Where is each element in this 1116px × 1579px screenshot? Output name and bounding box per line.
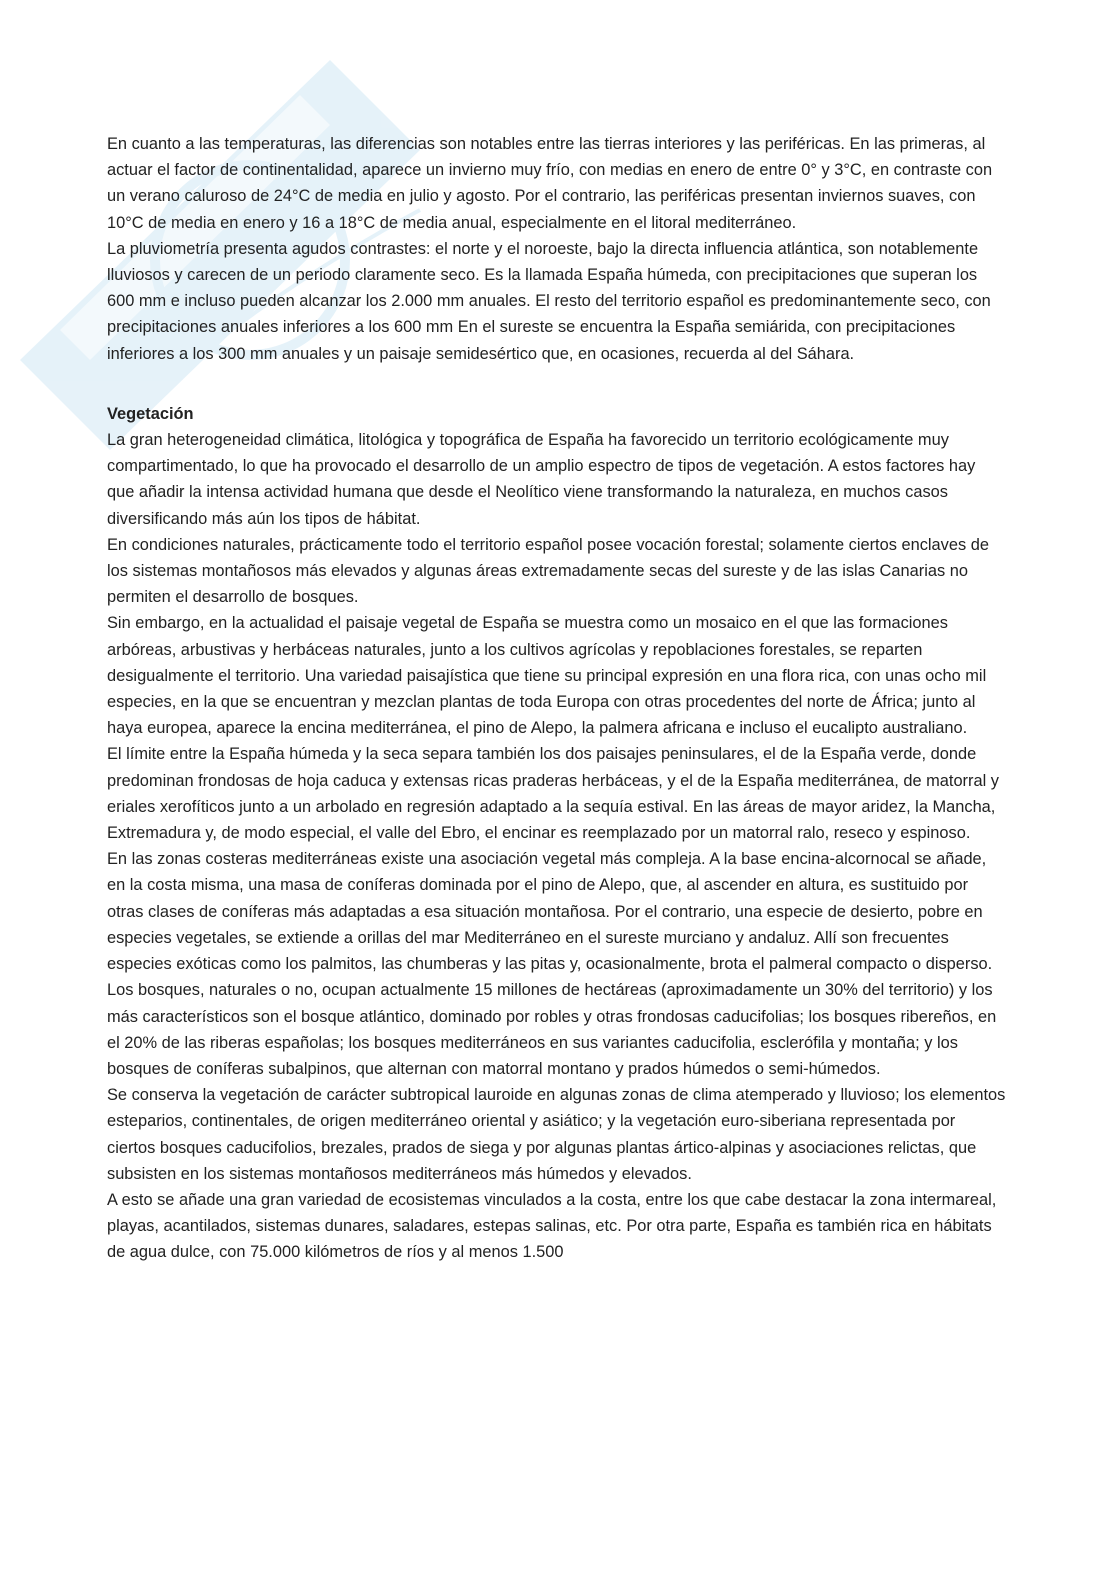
paragraph: Los bosques, naturales o no, ocupan actualmente 15 millones de hectáreas (aproximadamente un 30% del territorio) y los más característicos son el bosque atlántico, dominado por robles y otras frondosas caducifolias; los bosques ribereños, en el 20% de las riberas españolas; los bosques mediterráneos en sus variantes caducifolia, esclerófila y montaña; y los bosques de coníferas subalpinos, que alternan con matorral montano y prados húmedos o semi-húmedos.: [107, 981, 997, 1078]
paragraph: Sin embargo, en la actualidad el paisaje vegetal de España se muestra como un mosaico en el que las formaciones arbóreas, arbustivas y herbáceas naturales, junto a los cultivos agrícolas y repoblaciones forestales, se reparten desigualmente el territorio. Una variedad paisajística que tiene su principal expresión en una flora rica, con unas ocho mil especies, en la que se encuentran y mezclan plantas de toda Europa con otras procedentes del norte de África; junto al haya europea, aparece la encina mediterránea, el pino de Alepo, la palmera africana e incluso el eucalipto australiano.: [107, 614, 987, 738]
section-heading: Vegetación: [107, 404, 194, 423]
paragraph: A esto se añade una gran variedad de ecosistemas vinculados a la costa, entre los que cabe destacar la zona intermareal, playas, acantilados, sistemas dunares, saladares, estepas salinas, etc. Por otra parte, España es también rica en hábitats de agua dulce, con 75.000 kilómetros de ríos y al menos 1.500: [107, 1190, 997, 1262]
paragraph: En las zonas costeras mediterráneas existe una asociación vegetal más compleja. A la base encina-alcornocal se añade, en la costa misma, una masa de coníferas dominada por el pino de Alepo, que, al ascender en altura, es sustituido por otras clases de coníferas más adaptadas a esa situación montañosa. Por el contrario, una especie de desierto, pobre en especies vegetales, se extiende a orillas del mar Mediterráneo en el sureste murciano y andaluz. Allí son frecuentes especies exóticas como los palmitos, las chumberas y las pitas y, ocasionalmente, brota el palmeral compacto o disperso.: [107, 850, 993, 974]
paragraph: La gran heterogeneidad climática, litológica y topográfica de España ha favorecido un territorio ecológicamente muy compartimentado, lo que ha provocado el desarrollo de un amplio espectro de tipos de vegetación. A estos factores hay que añadir la intensa actividad humana que desde el Neolítico viene transformando la naturaleza, en muchos casos diversificando más aún los tipos de hábitat.: [107, 431, 976, 528]
intro-section: [107, 131, 1007, 367]
vegetacion-section: [107, 401, 1007, 1266]
paragraph: El límite entre la España húmeda y la seca separa también los dos paisajes peninsulares, el de la España verde, donde predominan frondosas de hoja caduca y extensas ricas praderas herbáceas, y el de la España mediterránea, de matorral y eriales xerofíticos junto a un arbolado en regresión adaptado a la sequía estival. En las áreas de mayor aridez, la Mancha, Extremadura y, de modo especial, el valle del Ebro, el encinar es reemplazado por un matorral ralo, reseco y espinoso.: [107, 745, 999, 843]
paragraph: En condiciones naturales, prácticamente todo el territorio español posee vocación forestal; solamente ciertos enclaves de los sistemas montañosos más elevados y algunas áreas extremadamente secas del sureste y de las islas Canarias no permiten el desarrollo de bosques.: [107, 535, 989, 607]
paragraph-temperaturas: En cuanto a las temperaturas, las diferencias son notables entre las tierras interiores y las periféricas. En las primeras, al actuar el factor de continentalidad, aparece un invierno muy frío, con medias en enero de entre 0° y 3°C, en contraste con un verano caluroso de 24°C de media en julio y agosto. Por el contrario, las periféricas presentan inviernos suaves, con 10°C de media en enero y 16 a 18°C de media anual, especialmente en el litoral mediterráneo.: [107, 135, 993, 232]
paragraph: Se conserva la vegetación de carácter subtropical lauroide en algunas zonas de clima atemperado y lluvioso; los elementos esteparios, continentales, de origen mediterráneo oriental y asiático; y la vegetación euro-siberiana representada por ciertos bosques caducifolios, brezales, prados de siega y por algunas plantas ártico-alpinas y asociaciones relictas, que subsisten en los sistemas montañosos mediterráneos más húmedos y elevados.: [107, 1086, 1006, 1183]
paragraph-pluviometria: La pluviometría presenta agudos contrastes: el norte y el noroeste, bajo la directa influencia atlántica, son notablemente lluviosos y carecen de un periodo claramente seco. Es la llamada España húmeda, con precipitaciones que superan los 600 mm e incluso pueden alcanzar los 2.000 mm anuales. El resto del territorio español es predominantemente seco, con precipitaciones anuales inferiores a los 600 mm En el sureste se encuentra la España semiárida, con precipitaciones inferiores a los 300 mm anuales y un paisaje semidesértico que, en ocasiones, recuerda al del Sáhara.: [107, 239, 991, 363]
section-spacer: [107, 367, 1007, 401]
document-page: [107, 131, 1007, 1266]
